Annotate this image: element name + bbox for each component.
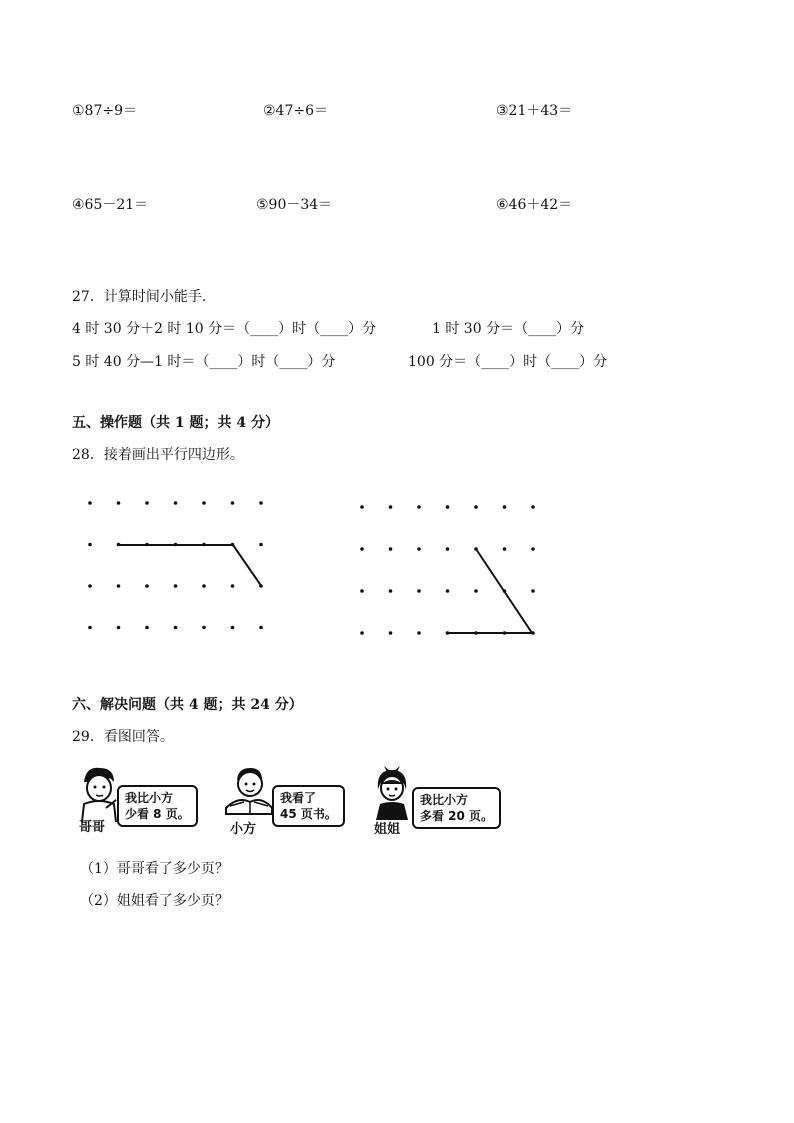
- grid-dot: [446, 505, 450, 509]
- question-29-title: 29．看图回答。: [72, 729, 174, 745]
- grid-dot: [474, 589, 478, 593]
- question-27-line1-b: 1 时 30 分＝（____）分: [432, 321, 585, 337]
- grid-dot: [360, 589, 364, 593]
- grid-dot: [389, 547, 393, 551]
- calc-item-4: ④65－21＝: [72, 197, 149, 213]
- question-28-title: 28．接着画出平行四边形。: [72, 447, 244, 463]
- grid-dot: [531, 547, 535, 551]
- question-29-sub2: （2）姐姐看了多少页？: [80, 893, 229, 909]
- grid-dot: [503, 547, 507, 551]
- grid-dot: [360, 631, 364, 635]
- grid-dot: [446, 547, 450, 551]
- grid-dot: [360, 505, 364, 509]
- speech-bubble-jiejie: [412, 787, 501, 829]
- question-27-line2-a: 5 时 40 分—1 时＝（____）时（____）分: [72, 354, 336, 370]
- girl-figure-icon: [370, 768, 414, 822]
- character-name-xiaofang: 小方: [230, 822, 257, 837]
- grid-dot: [417, 589, 421, 593]
- section-5-heading: 五、操作题（共 1 题；共 4 分）: [72, 415, 279, 431]
- section-6-heading: 六、解决问题（共 4 题；共 24 分）: [72, 697, 303, 713]
- grid-dot: [474, 505, 478, 509]
- speech-bubble-gege: [117, 785, 198, 827]
- grid-dot: [446, 589, 450, 593]
- grid-dot: [389, 631, 393, 635]
- question-29-sub1: （1）哥哥看了多少页？: [80, 861, 229, 877]
- bubble-text-line2: 45 页书。: [280, 807, 337, 821]
- grid-dot: [389, 589, 393, 593]
- question-27-title: 27．计算时间小能手.: [72, 289, 207, 305]
- calc-item-2: ②47÷6＝: [263, 103, 329, 119]
- bubble-text-line2: 少看 8 页。: [125, 807, 190, 821]
- grid-dot: [417, 547, 421, 551]
- grid-dot: [360, 547, 364, 551]
- calc-item-5: ⑤90－34＝: [256, 197, 333, 213]
- bubble-text-line1: 我看了: [280, 791, 317, 805]
- grid-dot: [417, 631, 421, 635]
- character-name-jiejie: 姐姐: [374, 822, 401, 837]
- question-27-line2-b: 100 分＝（____）时（____）分: [408, 354, 608, 370]
- bubble-text-line2: 多看 20 页。: [420, 809, 494, 823]
- grid-dot: [531, 505, 535, 509]
- character-name-gege: 哥哥: [79, 820, 106, 835]
- speech-bubble-xiaofang: [272, 785, 345, 827]
- question-27-line1-a: 4 时 30 分＋2 时 10 分＝（____）时（____）分: [72, 321, 377, 337]
- grid-dot: [417, 505, 421, 509]
- grid-dot: [531, 589, 535, 593]
- grid-dot: [503, 505, 507, 509]
- boy-reading-figure-icon: [224, 766, 274, 818]
- grid-dot: [389, 505, 393, 509]
- bubble-text-line1: 我比小方: [125, 791, 174, 805]
- calc-item-6: ⑥46＋42＝: [496, 197, 573, 213]
- calc-item-3: ③21＋43＝: [496, 103, 573, 119]
- given-segments-right: [447, 549, 532, 633]
- bubble-text-line1: 我比小方: [420, 793, 469, 807]
- boy-figure-icon: [76, 764, 120, 824]
- calc-item-1: ①87÷9＝: [72, 103, 138, 119]
